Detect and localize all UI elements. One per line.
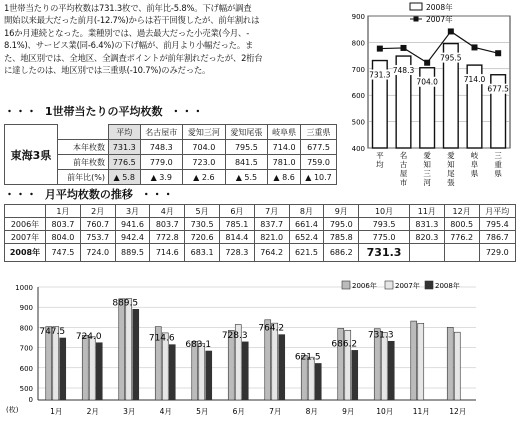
col-header: 9月 — [324, 205, 359, 218]
y-tick-label: 500 — [351, 118, 365, 127]
col-header: 4月 — [150, 205, 185, 218]
series-marker — [424, 60, 430, 66]
bar — [447, 327, 453, 400]
y-tick-label: 900 — [19, 304, 33, 313]
col-header: 11月 — [409, 205, 444, 218]
monthly-bar-chart — [0, 272, 520, 440]
cell: 779.0 — [140, 155, 183, 170]
bar — [352, 350, 358, 400]
data-label: 764.2 — [258, 323, 285, 334]
x-tick-label: 1月 — [50, 407, 63, 416]
x-tick-label-char: 古 — [399, 160, 408, 169]
legend-label: 2008年 — [435, 282, 460, 290]
cell: 764.2 — [254, 244, 289, 262]
legend-swatch — [342, 281, 350, 289]
col-header: 10月 — [359, 205, 410, 218]
series-marker — [448, 28, 454, 34]
y-tick-label: 500 — [19, 385, 33, 393]
cell — [409, 244, 444, 262]
data-label: 795.5 — [440, 53, 462, 63]
cell: 720.6 — [185, 231, 220, 244]
col-header: 平均 — [109, 125, 141, 140]
cell: 785.8 — [324, 231, 359, 244]
legend-swatch — [425, 281, 433, 289]
data-label: 714.6 — [148, 333, 175, 344]
cell: 841.5 — [225, 155, 268, 170]
data-label: 731.3 — [369, 70, 391, 80]
bar — [82, 335, 88, 400]
series-marker — [472, 44, 478, 50]
y-tick-label: 0 — [28, 396, 33, 404]
row-label: 前年比(%) — [58, 170, 109, 185]
cell: 724.0 — [80, 244, 115, 262]
bar — [96, 343, 102, 400]
summary-paragraph — [4, 2, 334, 76]
bar — [119, 299, 125, 400]
x-tick-label-char: 名 — [399, 151, 408, 160]
x-tick-label-char: 愛 — [423, 151, 431, 160]
col-header: 愛知三河 — [183, 125, 226, 140]
col-header: 7月 — [254, 205, 289, 218]
cell: 621.5 — [289, 244, 324, 262]
legend-label: 2007年 — [395, 282, 420, 290]
series-marker — [377, 46, 383, 52]
cell: 795.5 — [225, 140, 268, 155]
x-tick-label: 4月 — [159, 407, 172, 416]
y-tick-label: 700 — [19, 344, 33, 353]
summary-line: た、地区別では、全地区、全調査ポイントが前年割れだったが、2桁台 — [4, 52, 263, 63]
cell: 889.5 — [115, 244, 150, 262]
series-marker — [401, 45, 407, 51]
bar — [53, 327, 59, 400]
bar — [272, 323, 278, 400]
data-label: 677.5 — [487, 84, 509, 94]
col-header: 愛知尾張 — [225, 125, 268, 140]
summary-line: に達したのは、地区別では三重県(-10.7%)のみだった。 — [4, 65, 211, 76]
bar — [169, 345, 175, 400]
x-tick-label: 11月 — [412, 407, 430, 416]
bar — [381, 332, 387, 400]
heading-trail: ・・・ — [170, 105, 204, 118]
heading-title: 1世帯当たりの平均枚数 — [44, 105, 163, 118]
x-tick-label-char: 県 — [494, 169, 502, 178]
y-tick-label: 600 — [351, 92, 365, 101]
cell: 686.2 — [324, 244, 359, 262]
x-tick-label-char: 重 — [494, 160, 502, 169]
bar — [89, 337, 95, 400]
x-tick-label: 5月 — [196, 407, 209, 416]
summary-line: 16か月連続となった。業種別では、過去最大だった小売業(今月、- — [4, 27, 250, 38]
heading-bullets: ・・・ — [4, 188, 37, 201]
col-header: 6月 — [219, 205, 254, 218]
col-header: 3月 — [115, 205, 150, 218]
summary-line: 1世帯当たりの平均枚数は731.3枚で、前年比-5.8%。下げ幅が調査 — [4, 3, 252, 13]
row-label: 2006年 — [5, 218, 46, 231]
x-tick-label: 7月 — [269, 407, 282, 416]
cell: 837.7 — [254, 218, 289, 231]
x-tick-label-char: 均 — [376, 160, 384, 169]
col-header: 12月 — [444, 205, 479, 218]
cell: 729.0 — [479, 244, 515, 262]
table-row — [5, 218, 516, 231]
col-header: 2月 — [80, 205, 115, 218]
plot-area — [368, 16, 510, 148]
cell: ▲ 2.6 — [183, 170, 226, 185]
cell: 652.4 — [289, 231, 324, 244]
cell: 714.0 — [268, 140, 301, 155]
x-tick-label-char: 阜 — [470, 160, 479, 169]
y-tick-label: 1000 — [15, 284, 33, 292]
cell: ▲ 5.5 — [225, 170, 268, 185]
col-header: 名古屋市 — [140, 125, 183, 140]
x-tick-label-char: 三 — [423, 169, 431, 178]
y-tick-label: 700 — [351, 65, 365, 74]
cell: 677.5 — [301, 140, 337, 155]
bar — [126, 299, 132, 400]
cell: 772.8 — [150, 231, 185, 244]
cell: 781.0 — [268, 155, 301, 170]
row-label: 本年枚数 — [58, 140, 109, 155]
bar — [454, 332, 460, 400]
data-label: 731.3 — [367, 330, 394, 341]
region-table — [4, 124, 337, 185]
x-tick-label-char: 張 — [447, 178, 455, 187]
data-label: 889.5 — [112, 298, 139, 309]
section-heading-monthly — [4, 186, 174, 202]
cell: 728.3 — [219, 244, 254, 262]
cell: 821.0 — [254, 231, 289, 244]
cell: 785.1 — [219, 218, 254, 231]
heading-trail: ・・・ — [140, 188, 174, 201]
cell: 803.7 — [46, 218, 81, 231]
cell: ▲ 3.9 — [140, 170, 183, 185]
x-tick-label-char: 愛 — [447, 151, 455, 160]
cell: 748.3 — [140, 140, 183, 155]
data-label: 728.3 — [221, 330, 248, 341]
x-tick-label-char: 三 — [494, 151, 502, 160]
data-label: 704.0 — [416, 77, 438, 87]
col-header: 1月 — [46, 205, 81, 218]
x-tick-label-char: 知 — [423, 160, 431, 169]
x-tick-label-char: 岐 — [470, 151, 479, 160]
x-tick-label: 9月 — [342, 407, 355, 416]
region-bar-chart — [338, 0, 518, 200]
x-tick-label-char: 県 — [470, 169, 479, 178]
cell: 795.4 — [479, 218, 515, 231]
legend-swatch — [385, 281, 393, 289]
cell: 730.5 — [185, 218, 220, 231]
y-tick-label: 800 — [19, 324, 33, 333]
y-axis-label: (枚) — [6, 406, 19, 414]
bar — [192, 341, 198, 400]
bar — [315, 363, 321, 400]
cell: 683.1 — [185, 244, 220, 262]
cell: 775.0 — [359, 231, 410, 244]
cell: 795.0 — [324, 218, 359, 231]
cell: 786.7 — [479, 231, 515, 244]
heading-title: 月平均枚数の推移 — [44, 188, 133, 201]
row-label: 前年枚数 — [58, 155, 109, 170]
x-tick-label-char: 知 — [447, 160, 455, 169]
cell: ▲ 10.7 — [301, 170, 337, 185]
series-marker — [495, 50, 501, 56]
x-tick-label-char: 河 — [423, 178, 431, 187]
cell — [444, 244, 479, 262]
col-header: 月平均 — [479, 205, 515, 218]
col-header: 5月 — [185, 205, 220, 218]
table-row — [5, 244, 516, 262]
cell: 747.5 — [46, 244, 81, 262]
section-heading-household — [4, 103, 203, 119]
legend-swatch — [410, 3, 422, 10]
heading-bullets: ・・・ — [4, 105, 37, 118]
corner-cell — [5, 205, 46, 218]
table-row — [5, 231, 516, 244]
legend-label: 2008年 — [426, 3, 453, 12]
cell: 831.3 — [409, 218, 444, 231]
cell: 704.0 — [183, 140, 226, 155]
data-label: 621.5 — [294, 352, 321, 363]
col-header: 8月 — [289, 205, 324, 218]
cell: 776.5 — [109, 155, 141, 170]
bar — [411, 321, 417, 400]
x-tick-label: 3月 — [123, 407, 136, 416]
bar — [199, 343, 205, 400]
cell: 714.6 — [150, 244, 185, 262]
legend-label: 2007年 — [426, 15, 453, 24]
x-tick-label-char: 尾 — [447, 169, 455, 178]
y-tick-label: 600 — [19, 364, 33, 373]
x-tick-label-char: 平 — [376, 151, 384, 160]
monthly-table — [4, 204, 516, 262]
cell: ▲ 8.6 — [268, 170, 301, 185]
x-tick-label-char: 市 — [399, 178, 408, 187]
cell: 814.4 — [219, 231, 254, 244]
data-label: 747.5 — [39, 327, 66, 338]
data-label: 724.0 — [75, 331, 102, 342]
bar — [388, 341, 394, 400]
summary-line: 8.1%)、サービス業(同-6.4%)の下げ幅が、前月より小幅だった。ま — [4, 40, 254, 51]
x-tick-label: 8月 — [305, 407, 318, 416]
y-tick-label: 900 — [351, 13, 365, 21]
cell: 731.3 — [109, 140, 141, 155]
bar — [242, 342, 248, 400]
bar — [206, 351, 212, 400]
x-tick-label: 6月 — [232, 407, 245, 416]
cell: 759.0 — [301, 155, 337, 170]
row-label: 2007年 — [5, 231, 46, 244]
legend-swatch — [414, 17, 419, 22]
x-tick-label: 10月 — [376, 407, 394, 416]
region-label: 東海3県 — [5, 125, 58, 185]
bar — [60, 338, 66, 400]
cell: 941.6 — [115, 218, 150, 231]
cell: 803.7 — [150, 218, 185, 231]
data-label: 748.3 — [392, 66, 415, 76]
cell: 800.5 — [444, 218, 479, 231]
cell: 793.5 — [359, 218, 410, 231]
cell: 942.4 — [115, 231, 150, 244]
data-label: 686.2 — [331, 339, 358, 350]
col-header: 三重県 — [301, 125, 337, 140]
cell: 820.3 — [409, 231, 444, 244]
y-tick-label: 400 — [351, 145, 365, 153]
y-tick-label: 800 — [351, 39, 365, 48]
bar — [46, 327, 52, 400]
x-tick-label: 12月 — [449, 407, 467, 416]
x-tick-label-char: 屋 — [399, 169, 408, 178]
bar — [418, 323, 424, 400]
cell: ▲ 5.8 — [109, 170, 141, 185]
col-header: 岐阜県 — [268, 125, 301, 140]
corner-cell — [58, 125, 109, 140]
cell: 723.0 — [183, 155, 226, 170]
cell: 804.0 — [46, 231, 81, 244]
data-label: 714.0 — [463, 75, 486, 85]
legend-label: 2006年 — [352, 282, 377, 290]
cell: 760.7 — [80, 218, 115, 231]
row-label: 2008年 — [5, 244, 46, 262]
bar — [279, 335, 285, 400]
bar — [133, 309, 139, 400]
summary-line: 開始以来最大だった前月(-12.7%)からは若干回復したが、前年割れは — [4, 15, 260, 26]
x-tick-label: 2月 — [86, 407, 99, 416]
cell: 776.2 — [444, 231, 479, 244]
data-label: 683.1 — [185, 340, 212, 351]
bar — [308, 357, 314, 400]
cell: 661.4 — [289, 218, 324, 231]
cell: 731.3 — [359, 244, 410, 262]
cell: 753.7 — [80, 231, 115, 244]
